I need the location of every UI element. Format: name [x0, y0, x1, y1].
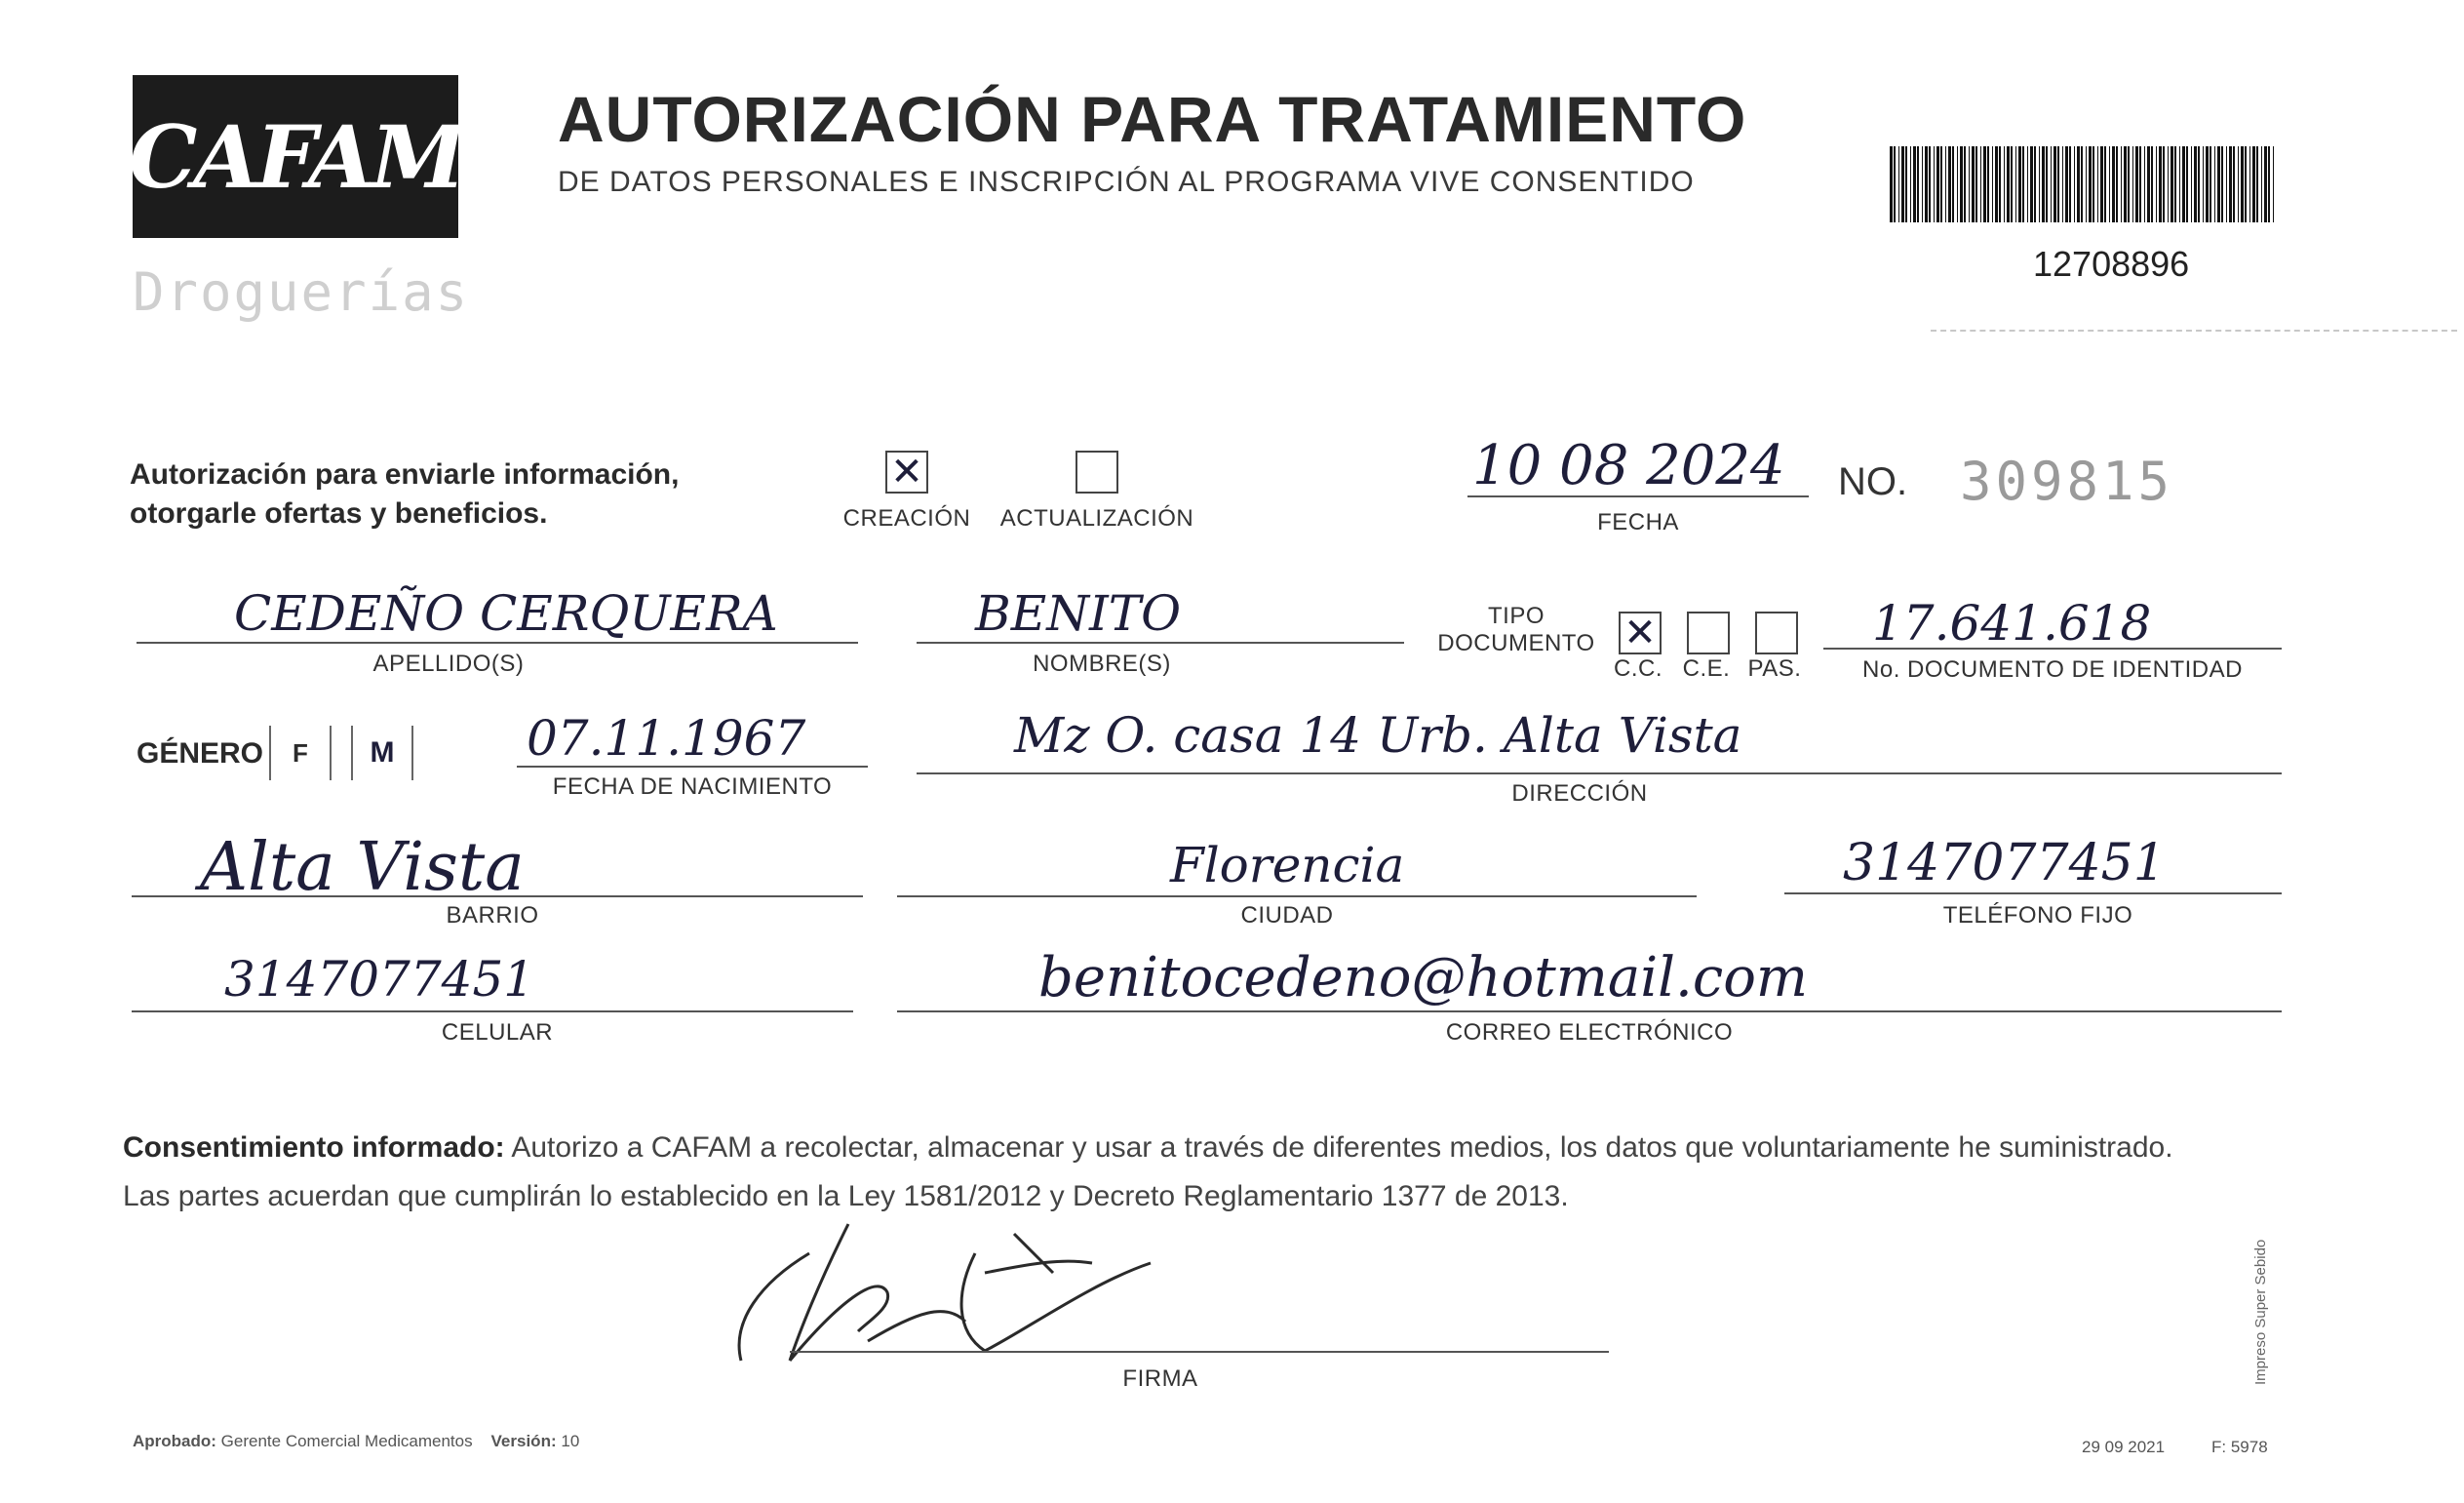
barcode-bar [1964, 146, 1966, 222]
ciudad-line [897, 895, 1697, 897]
barcode-bar [2174, 146, 2176, 222]
barcode-bar [2074, 146, 2075, 222]
barcode-bar [2206, 146, 2209, 222]
ce-label: C.E. [1682, 655, 1731, 682]
barcode-bar [1957, 146, 1958, 222]
barcode-bar [2018, 146, 2021, 222]
consent-body-line1: Autorizo a CAFAM a recolectar, almacenar y usar a través de diferentes medios, los datos que voluntariamente he suministrado. [511, 1131, 2173, 1164]
header-divider [1931, 330, 2457, 332]
barcode-bar [2256, 146, 2258, 222]
aprobado-label: Aprobado: [133, 1432, 216, 1450]
printer-credit: Impreso Super Sebido [2252, 1239, 2269, 1385]
telefono-value: 3147077451 [1843, 834, 2166, 892]
barcode-bar [2241, 146, 2244, 222]
barcode-bar [2077, 146, 2080, 222]
barcode-bar [2203, 146, 2204, 222]
barcode-bar [2007, 146, 2010, 222]
direccion-line [917, 772, 2282, 774]
barcode-bar [1983, 146, 1986, 222]
barcode-bar [2245, 146, 2247, 222]
barcode-bar [1894, 146, 1896, 222]
version-value: 10 [561, 1432, 580, 1450]
barcode-bar [2171, 146, 2173, 222]
barcode-bar [2238, 146, 2239, 222]
barcode-bar [2086, 146, 2087, 222]
genero-f-label: F [293, 738, 308, 768]
barcode-bar [2226, 146, 2227, 222]
barcode-bar [1952, 146, 1954, 222]
barcode-bar [2022, 146, 2024, 222]
barcode-bar [2221, 146, 2223, 222]
correo-line [897, 1010, 2282, 1012]
barcode-bar [2057, 146, 2059, 222]
barcode-bar [2004, 146, 2005, 222]
barcode-bar [2163, 146, 2165, 222]
barcode-bar [1972, 146, 1975, 222]
barcode-bar [2030, 146, 2033, 222]
barcode-bar [2214, 146, 2215, 222]
signature-line [790, 1351, 1609, 1353]
barcode-bar [1905, 146, 1907, 222]
barcode-bar [1975, 146, 1977, 222]
genero-m-option[interactable] [351, 726, 413, 780]
logo-text: CAFAM [129, 105, 462, 208]
barcode-bar [1901, 146, 1904, 222]
cc-label: C.C. [1614, 655, 1662, 682]
barcode-bar [2217, 146, 2220, 222]
genero-f-option[interactable] [269, 726, 332, 780]
barcode-bar [2015, 146, 2016, 222]
barcode-bar [2132, 146, 2133, 222]
barcode-bar [2194, 146, 2197, 222]
documento-value: 17.641.618 [1872, 595, 2152, 652]
ciudad-value: Florencia [1170, 837, 1405, 893]
barcode-bar [2144, 146, 2145, 222]
actualizacion-label: ACTUALIZACIÓN [999, 505, 1194, 532]
pas-checkbox[interactable] [1755, 612, 1798, 654]
nacimiento-value: 07.11.1967 [527, 710, 806, 767]
authorization-text-line2: otorgarle ofertas y beneficios. [130, 497, 548, 530]
barcode-bar [2264, 146, 2267, 222]
nombres-line [917, 642, 1404, 644]
barrio-label: BARRIO [446, 902, 539, 929]
barcode-bar [2109, 146, 2110, 222]
barcode-bar [2092, 146, 2094, 222]
actualizacion-checkbox[interactable] [1076, 451, 1118, 494]
barcode-bar [1936, 146, 1939, 222]
barcode-bar [2210, 146, 2211, 222]
ce-checkbox[interactable] [1687, 612, 1730, 654]
nombres-value: BENITO [975, 585, 1182, 642]
barcode-bar [2261, 146, 2262, 222]
barcode-bar [2139, 146, 2141, 222]
documento-label: DOCUMENTO [1437, 630, 1595, 656]
aprobado-value: Gerente Comercial Medicamentos [220, 1432, 473, 1450]
barcode-bar [1999, 146, 2001, 222]
tipo-label: TIPO [1487, 603, 1545, 629]
barcode-bar [2249, 146, 2250, 222]
nacimiento-label: FECHA DE NACIMIENTO [552, 773, 833, 800]
check-mark-icon: ✕ [1623, 611, 1657, 655]
barcode-bar [2116, 146, 2118, 222]
barcode-bar [2229, 146, 2232, 222]
documento-number-label: No. DOCUMENTO DE IDENTIDAD [1862, 656, 2243, 683]
consent-lead: Consentimiento informado: [123, 1131, 505, 1164]
barcode-bar [2039, 146, 2040, 222]
barcode-bar [1890, 146, 1893, 222]
no-label: NO. [1838, 460, 1908, 503]
barcode-bar [1969, 146, 1970, 222]
direccion-label: DIRECCIÓN [1511, 780, 1648, 807]
version-label: Versión: [490, 1432, 557, 1450]
barcode-bar [2268, 146, 2270, 222]
correo-label: CORREO ELECTRÓNICO [1445, 1019, 1734, 1046]
barcode-bar [1925, 146, 1928, 222]
barcode-bar [1910, 146, 1911, 222]
barcode-bar [2027, 146, 2028, 222]
ciudad-label: CIUDAD [1240, 902, 1334, 929]
logo-subtitle: Droguerías [133, 261, 470, 323]
barcode-bar [2100, 146, 2103, 222]
barcode-bar [2011, 146, 2013, 222]
documento-line [1823, 648, 2282, 650]
barcode-bar [2156, 146, 2157, 222]
apellidos-label: APELLIDO(S) [372, 651, 525, 677]
fecha-value: 10 08 2024 [1472, 434, 1785, 497]
barcode-bar [1934, 146, 1935, 222]
barcode-bar [2112, 146, 2115, 222]
firma-label: FIRMA [1122, 1365, 1198, 1392]
barcode-bar [1960, 146, 1963, 222]
footer-code: F: 5978 [2211, 1438, 2268, 1456]
barcode [1890, 146, 2280, 222]
barcode-bar [1917, 146, 1919, 222]
barrio-line [132, 895, 863, 897]
barcode-bar [2124, 146, 2127, 222]
barcode-bar [2128, 146, 2130, 222]
barcode-bar [1980, 146, 1981, 222]
form-subtitle: DE DATOS PERSONALES E INSCRIPCIÓN AL PROGRAMA VIVE CONSENTIDO [558, 166, 1695, 198]
barcode-bar [2097, 146, 2098, 222]
barcode-bar [2121, 146, 2122, 222]
cafam-logo [129, 75, 462, 238]
barcode-bar [1929, 146, 1931, 222]
barcode-bar [2081, 146, 2083, 222]
apellidos-value: CEDEÑO CERQUERA [234, 585, 778, 642]
barcode-bar [2051, 146, 2052, 222]
barcode-bar [1995, 146, 1998, 222]
celular-value: 3147077451 [224, 951, 535, 1008]
genero-m-label: M [370, 736, 395, 769]
barcode-bar [1987, 146, 1989, 222]
genero-label: GÉNERO [137, 737, 264, 770]
barcode-number: 12708896 [2033, 244, 2190, 284]
barcode-bar [2062, 146, 2063, 222]
nombres-label: NOMBRE(S) [1033, 651, 1171, 677]
apellidos-line [137, 642, 858, 644]
barcode-bar [2046, 146, 2048, 222]
consent-line1 [123, 1124, 2297, 1172]
barcode-bar [1945, 146, 1946, 222]
no-value: 309815 [1960, 451, 2174, 512]
consent-line2: Las partes acuerdan que cumplirán lo establecido en la Ley 1581/2012 y Decreto Reglamentario 1377 de 2013. [123, 1180, 1569, 1212]
barcode-bar [2042, 146, 2045, 222]
barcode-bar [2233, 146, 2235, 222]
barcode-bar [1898, 146, 1899, 222]
fecha-line [1467, 495, 1809, 497]
telefono-label: TELÉFONO FIJO [1942, 902, 2133, 929]
barcode-bar [2053, 146, 2056, 222]
direccion-value: Mz O. casa 14 Urb. Alta Vista [1014, 707, 1742, 764]
footer-date: 29 09 2021 [2082, 1438, 2166, 1456]
barcode-bar [2089, 146, 2092, 222]
barcode-bar [2198, 146, 2200, 222]
barcode-bar [2191, 146, 2192, 222]
barcode-bar [2135, 146, 2138, 222]
barcode-bar [2252, 146, 2255, 222]
barcode-bar [1913, 146, 1916, 222]
pas-label: PAS. [1747, 655, 1802, 682]
barcode-bar [2168, 146, 2169, 222]
cc-checkbox[interactable] [1619, 612, 1662, 654]
barcode-bar [1940, 146, 1942, 222]
barcode-bar [1992, 146, 1993, 222]
barcode-bar [1948, 146, 1951, 222]
fecha-label: FECHA [1597, 509, 1679, 535]
authorization-text-line1: Autorización para enviarle información, [130, 458, 680, 491]
barcode-bar [2273, 146, 2274, 222]
telefono-line [1784, 892, 2282, 894]
celular-line [132, 1010, 853, 1012]
barcode-bar [2182, 146, 2185, 222]
barcode-bar [2104, 146, 2106, 222]
barcode-bar [1922, 146, 1923, 222]
check-mark-icon: ✕ [890, 450, 923, 494]
creacion-label: CREACIÓN [842, 505, 971, 532]
barcode-bar [2186, 146, 2188, 222]
barcode-bar [2034, 146, 2036, 222]
signature [722, 1214, 1326, 1380]
consent-text [123, 1124, 2297, 1221]
barcode-bar [2159, 146, 2162, 222]
nacimiento-line [517, 766, 868, 768]
footer-approval [133, 1432, 579, 1451]
barcode-bar [2179, 146, 2180, 222]
barrio-value: Alta Vista [200, 829, 525, 906]
correo-value: benitocedeno@hotmail.com [1038, 946, 1809, 1009]
barcode-bar [2065, 146, 2068, 222]
barcode-bar [2151, 146, 2153, 222]
creacion-checkbox[interactable] [885, 451, 928, 494]
barcode-bar [2147, 146, 2150, 222]
barcode-bar [2069, 146, 2071, 222]
celular-label: CELULAR [441, 1019, 554, 1046]
form-title: AUTORIZACIÓN PARA TRATAMIENTO [558, 83, 1747, 155]
